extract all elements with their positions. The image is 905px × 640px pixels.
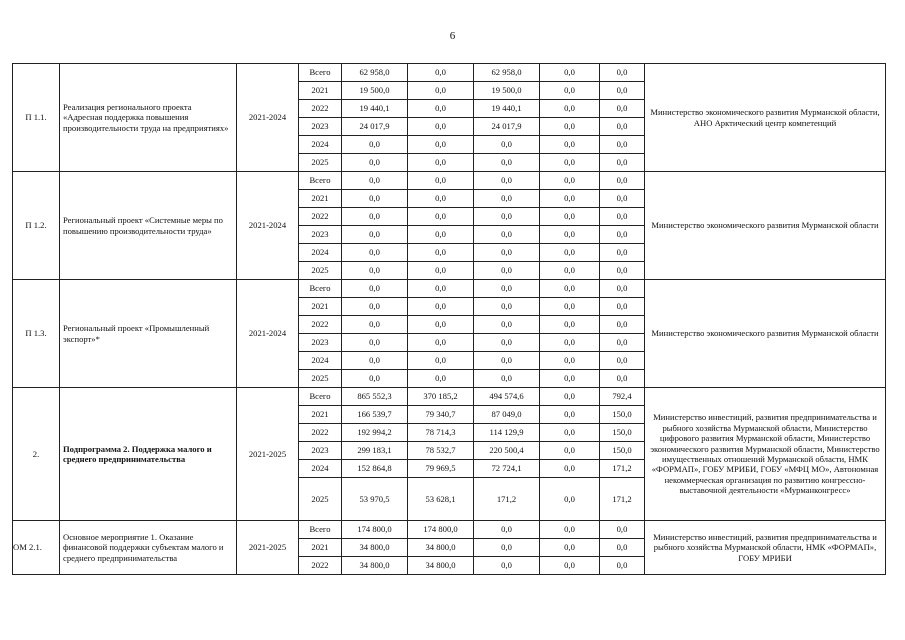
- funding-year: Всего: [299, 280, 342, 298]
- federal-budget: 0,0: [408, 100, 474, 118]
- local-budget: 0,0: [540, 208, 600, 226]
- other-sources: 0,0: [600, 280, 645, 298]
- funding-year: 2022: [299, 100, 342, 118]
- local-budget: 0,0: [540, 352, 600, 370]
- funding-year: 2022: [299, 557, 342, 575]
- regional-budget: 24 017,9: [474, 118, 540, 136]
- funding-year: 2021: [299, 539, 342, 557]
- funding-year: 2025: [299, 478, 342, 521]
- local-budget: 0,0: [540, 190, 600, 208]
- funding-year: 2025: [299, 154, 342, 172]
- total-funding: 0,0: [342, 262, 408, 280]
- funding-year: 2023: [299, 334, 342, 352]
- funding-year: 2023: [299, 226, 342, 244]
- local-budget: 0,0: [540, 262, 600, 280]
- local-budget: 0,0: [540, 316, 600, 334]
- responsible-executor: Министерство экономического развития Мурманской области, АНО Арктический центр компетенций: [645, 64, 886, 172]
- federal-budget: 53 628,1: [408, 478, 474, 521]
- regional-budget: 0,0: [474, 539, 540, 557]
- measure-code: П 1.1.: [13, 64, 60, 172]
- table-row: [13, 64, 886, 82]
- funding-year: 2024: [299, 352, 342, 370]
- federal-budget: 0,0: [408, 64, 474, 82]
- responsible-executor: Министерство инвестиций, развития предпринимательства и рыбного хозяйства Мурманской области, Министерство цифрового развития Мурманской области, Министерство экономического развития Мурманской области, Министерство имущественных отношений Мурманской области, НМК «ФОРМАП», ГОБУ МРИБИ, ГОБУ «МФЦ МО», Автономная некоммерческая организация по развитию конгрессно-выставочной деятельности «Мурманконгресс»: [645, 388, 886, 521]
- measure-code: П 1.3.: [13, 280, 60, 388]
- other-sources: 0,0: [600, 118, 645, 136]
- funding-year: 2023: [299, 118, 342, 136]
- local-budget: 0,0: [540, 280, 600, 298]
- regional-budget: 0,0: [474, 370, 540, 388]
- federal-budget: 174 800,0: [408, 521, 474, 539]
- total-funding: 0,0: [342, 316, 408, 334]
- table-row: [13, 388, 886, 406]
- federal-budget: 0,0: [408, 208, 474, 226]
- total-funding: 62 958,0: [342, 64, 408, 82]
- federal-budget: 0,0: [408, 226, 474, 244]
- local-budget: 0,0: [540, 370, 600, 388]
- regional-budget: 0,0: [474, 262, 540, 280]
- other-sources: 0,0: [600, 539, 645, 557]
- federal-budget: 0,0: [408, 370, 474, 388]
- implementation-period: 2021-2025: [237, 521, 299, 575]
- other-sources: 0,0: [600, 100, 645, 118]
- funding-year: 2022: [299, 424, 342, 442]
- other-sources: 150,0: [600, 442, 645, 460]
- measure-code: П 1.2.: [13, 172, 60, 280]
- other-sources: 0,0: [600, 334, 645, 352]
- local-budget: 0,0: [540, 557, 600, 575]
- other-sources: 0,0: [600, 172, 645, 190]
- regional-budget: 0,0: [474, 154, 540, 172]
- total-funding: 192 994,2: [342, 424, 408, 442]
- measure-code: 2.: [13, 388, 60, 521]
- responsible-executor: Министерство экономического развития Мурманской области: [645, 280, 886, 388]
- local-budget: 0,0: [540, 424, 600, 442]
- other-sources: 0,0: [600, 154, 645, 172]
- implementation-period: 2021-2024: [237, 64, 299, 172]
- page-number: 6: [449, 30, 456, 42]
- other-sources: 0,0: [600, 298, 645, 316]
- local-budget: 0,0: [540, 226, 600, 244]
- other-sources: 0,0: [600, 316, 645, 334]
- local-budget: 0,0: [540, 154, 600, 172]
- funding-year: 2022: [299, 316, 342, 334]
- funding-year: Всего: [299, 521, 342, 539]
- funding-year: 2023: [299, 442, 342, 460]
- total-funding: 166 539,7: [342, 406, 408, 424]
- total-funding: 0,0: [342, 352, 408, 370]
- regional-budget: 0,0: [474, 280, 540, 298]
- federal-budget: 0,0: [408, 82, 474, 100]
- funding-year: Всего: [299, 388, 342, 406]
- implementation-period: 2021-2025: [237, 388, 299, 521]
- funding-year: 2024: [299, 244, 342, 262]
- total-funding: 0,0: [342, 280, 408, 298]
- measure-name: Реализация регионального проекта «Адресная поддержка повышения производительности труда на предприятиях»: [60, 64, 237, 172]
- regional-budget: 494 574,6: [474, 388, 540, 406]
- measure-code: ОМ 2.1.: [13, 521, 60, 575]
- measure-name: Подпрограмма 2. Поддержка малого и среднего предпринимательства: [60, 388, 237, 521]
- regional-budget: 19 500,0: [474, 82, 540, 100]
- other-sources: 0,0: [600, 136, 645, 154]
- other-sources: 0,0: [600, 226, 645, 244]
- total-funding: 34 800,0: [342, 557, 408, 575]
- other-sources: 0,0: [600, 82, 645, 100]
- other-sources: 0,0: [600, 557, 645, 575]
- funding-year: 2025: [299, 262, 342, 280]
- federal-budget: 79 340,7: [408, 406, 474, 424]
- federal-budget: 0,0: [408, 136, 474, 154]
- federal-budget: 0,0: [408, 298, 474, 316]
- total-funding: 0,0: [342, 190, 408, 208]
- total-funding: 152 864,8: [342, 460, 408, 478]
- other-sources: 0,0: [600, 262, 645, 280]
- total-funding: 0,0: [342, 298, 408, 316]
- local-budget: 0,0: [540, 388, 600, 406]
- total-funding: 0,0: [342, 154, 408, 172]
- total-funding: 19 500,0: [342, 82, 408, 100]
- local-budget: 0,0: [540, 539, 600, 557]
- total-funding: 0,0: [342, 370, 408, 388]
- federal-budget: 0,0: [408, 118, 474, 136]
- other-sources: 150,0: [600, 424, 645, 442]
- other-sources: 0,0: [600, 64, 645, 82]
- federal-budget: 0,0: [408, 244, 474, 262]
- local-budget: 0,0: [540, 442, 600, 460]
- other-sources: 0,0: [600, 244, 645, 262]
- federal-budget: 78 532,7: [408, 442, 474, 460]
- federal-budget: 0,0: [408, 316, 474, 334]
- local-budget: 0,0: [540, 406, 600, 424]
- regional-budget: 114 129,9: [474, 424, 540, 442]
- measure-name: Региональный проект «Промышленный экспорт»*: [60, 280, 237, 388]
- total-funding: 0,0: [342, 226, 408, 244]
- measure-name: Региональный проект «Системные меры по повышению производительности труда»: [60, 172, 237, 280]
- funding-year: 2021: [299, 298, 342, 316]
- regional-budget: 0,0: [474, 352, 540, 370]
- federal-budget: 78 714,3: [408, 424, 474, 442]
- regional-budget: 62 958,0: [474, 64, 540, 82]
- regional-budget: 0,0: [474, 244, 540, 262]
- federal-budget: 0,0: [408, 154, 474, 172]
- regional-budget: 87 049,0: [474, 406, 540, 424]
- total-funding: 19 440,1: [342, 100, 408, 118]
- regional-budget: 0,0: [474, 298, 540, 316]
- local-budget: 0,0: [540, 244, 600, 262]
- regional-budget: 19 440,1: [474, 100, 540, 118]
- regional-budget: 0,0: [474, 226, 540, 244]
- program-funding-table: [12, 63, 886, 575]
- funding-year: 2024: [299, 460, 342, 478]
- other-sources: 150,0: [600, 406, 645, 424]
- total-funding: 865 552,3: [342, 388, 408, 406]
- funding-year: 2021: [299, 82, 342, 100]
- total-funding: 174 800,0: [342, 521, 408, 539]
- total-funding: 24 017,9: [342, 118, 408, 136]
- federal-budget: 79 969,5: [408, 460, 474, 478]
- federal-budget: 0,0: [408, 280, 474, 298]
- other-sources: 0,0: [600, 521, 645, 539]
- other-sources: 0,0: [600, 208, 645, 226]
- regional-budget: 0,0: [474, 334, 540, 352]
- federal-budget: 0,0: [408, 352, 474, 370]
- regional-budget: 220 500,4: [474, 442, 540, 460]
- federal-budget: 0,0: [408, 262, 474, 280]
- funding-year: Всего: [299, 64, 342, 82]
- federal-budget: 370 185,2: [408, 388, 474, 406]
- local-budget: 0,0: [540, 521, 600, 539]
- regional-budget: 0,0: [474, 557, 540, 575]
- federal-budget: 34 800,0: [408, 557, 474, 575]
- federal-budget: 0,0: [408, 190, 474, 208]
- regional-budget: 0,0: [474, 521, 540, 539]
- regional-budget: 0,0: [474, 316, 540, 334]
- total-funding: 34 800,0: [342, 539, 408, 557]
- other-sources: 0,0: [600, 370, 645, 388]
- total-funding: 53 970,5: [342, 478, 408, 521]
- other-sources: 171,2: [600, 460, 645, 478]
- total-funding: 0,0: [342, 136, 408, 154]
- total-funding: 299 183,1: [342, 442, 408, 460]
- implementation-period: 2021-2024: [237, 280, 299, 388]
- local-budget: 0,0: [540, 64, 600, 82]
- funding-year: 2022: [299, 208, 342, 226]
- funding-year: 2024: [299, 136, 342, 154]
- local-budget: 0,0: [540, 172, 600, 190]
- funding-year: 2021: [299, 190, 342, 208]
- regional-budget: 72 724,1: [474, 460, 540, 478]
- local-budget: 0,0: [540, 82, 600, 100]
- regional-budget: 0,0: [474, 208, 540, 226]
- other-sources: 0,0: [600, 352, 645, 370]
- responsible-executor: Министерство инвестиций, развития предпринимательства и рыбного хозяйства Мурманской области, НМК «ФОРМАП», ГОБУ МРИБИ: [645, 521, 886, 575]
- local-budget: 0,0: [540, 334, 600, 352]
- total-funding: 0,0: [342, 208, 408, 226]
- total-funding: 0,0: [342, 244, 408, 262]
- funding-year: 2025: [299, 370, 342, 388]
- other-sources: 0,0: [600, 190, 645, 208]
- local-budget: 0,0: [540, 100, 600, 118]
- other-sources: 171,2: [600, 478, 645, 521]
- local-budget: 0,0: [540, 460, 600, 478]
- other-sources: 792,4: [600, 388, 645, 406]
- implementation-period: 2021-2024: [237, 172, 299, 280]
- federal-budget: 0,0: [408, 334, 474, 352]
- local-budget: 0,0: [540, 136, 600, 154]
- total-funding: 0,0: [342, 172, 408, 190]
- local-budget: 0,0: [540, 298, 600, 316]
- funding-year: Всего: [299, 172, 342, 190]
- regional-budget: 0,0: [474, 172, 540, 190]
- regional-budget: 171,2: [474, 478, 540, 521]
- table-row: [13, 280, 886, 298]
- federal-budget: 34 800,0: [408, 539, 474, 557]
- regional-budget: 0,0: [474, 190, 540, 208]
- local-budget: 0,0: [540, 118, 600, 136]
- measure-name: Основное мероприятие 1. Оказание финансовой поддержки субъектам малого и среднего предпринимательства: [60, 521, 237, 575]
- regional-budget: 0,0: [474, 136, 540, 154]
- total-funding: 0,0: [342, 334, 408, 352]
- funding-year: 2021: [299, 406, 342, 424]
- table-row: [13, 521, 886, 539]
- federal-budget: 0,0: [408, 172, 474, 190]
- table-row: [13, 172, 886, 190]
- local-budget: 0,0: [540, 478, 600, 521]
- responsible-executor: Министерство экономического развития Мурманской области: [645, 172, 886, 280]
